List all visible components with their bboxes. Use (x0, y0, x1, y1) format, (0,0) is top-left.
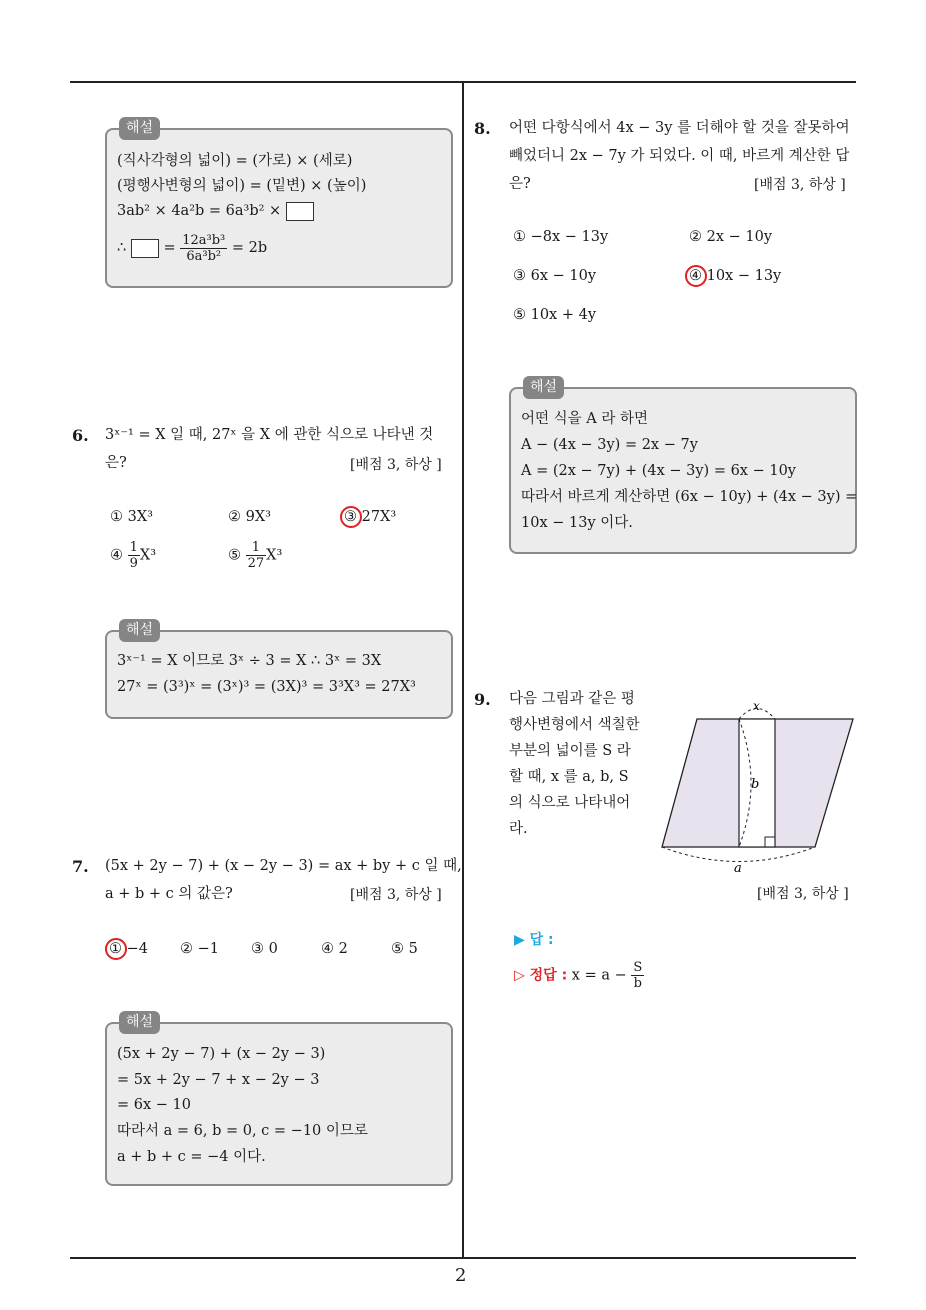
q6-number: 6. (72, 426, 89, 445)
q7-sol-line1: (5x + 2y − 7) + (x − 2y − 3) (117, 1046, 326, 1062)
q9-text-line2: 행사변형에서 색칠한 (509, 717, 640, 733)
q8-sol-line3: A = (2x − 7y) + (4x − 3y) = 6x − 10y (521, 463, 796, 479)
q5-sol-line2: (평행사변형의 넓이) = (밑변) × (높이) (117, 178, 367, 194)
q6-choice-2[interactable]: ② 9X³ (228, 509, 271, 525)
q6-sol-line1: 3ˣ⁻¹ = X 이므로 3ˣ ÷ 3 = X ∴ 3ˣ = 3X (117, 653, 382, 669)
q7-number: 7. (72, 857, 89, 876)
q7-sol-line4: 따라서 a = 6, b = 0, c = −10 이므로 (117, 1123, 368, 1139)
column-divider (462, 82, 464, 1258)
fig-label-b: b (751, 777, 760, 792)
parallelogram-figure (655, 696, 860, 876)
blank-box (286, 202, 314, 221)
fig-label-a: a (734, 861, 742, 876)
q8-choice-3[interactable]: ③ 6x − 10y (513, 268, 597, 284)
q7-choice-4[interactable]: ④ 2 (321, 941, 348, 957)
solution-tag: 해설 (119, 117, 160, 140)
q6-sol-line2: 27ˣ = (3³)ˣ = (3ˣ)³ = (3X)³ = 3³X³ = 27X³ (117, 679, 416, 695)
solution-tag: 해설 (523, 376, 564, 399)
q7-text-line1: (5x + 2y − 7) + (x − 2y − 3) = ax + by + c 일 때, (105, 858, 462, 874)
page-number: 2 (455, 1265, 467, 1286)
q8-text-line3: 은? (509, 176, 531, 192)
q9-score: [배점 3, 하상 ] (757, 886, 849, 902)
fraction: $\frac{1}{27}$ (247, 540, 265, 571)
solution-tag: 해설 (119, 619, 160, 642)
q6-text-line1: 3ˣ⁻¹ = X 일 때, 27ˣ 을 X 에 관한 식으로 나타낸 것 (105, 427, 434, 443)
q8-sol-line4: 따라서 바르게 계산하면 (6x − 10y) + (4x − 3y) = (521, 489, 858, 505)
fig-label-x: x (753, 699, 760, 713)
bottom-rule (70, 1257, 856, 1259)
q8-number: 8. (474, 119, 491, 138)
q5-sol-line4: ∴ = $\frac{\text{12a³b³}}{\text{6a³b²}}$ = 2b (117, 232, 268, 264)
q8-sol-line5: 10x − 13y 이다. (521, 515, 633, 531)
q7-text-line2: a + b + c 의 값은? (105, 886, 233, 902)
q7-sol-line2: = 5x + 2y − 7 + x − 2y − 3 (117, 1072, 320, 1088)
q8-choice-4[interactable]: ④ 10x − 13y (689, 268, 782, 284)
q7-choice-3[interactable]: ③ 0 (251, 941, 278, 957)
q7-sol-line5: a + b + c = −4 이다. (117, 1149, 266, 1165)
q8-text-line1: 어떤 다항식에서 4x − 3y 를 더해야 할 것을 잘못하여 (509, 120, 850, 136)
q7-choice-2[interactable]: ② −1 (180, 941, 219, 957)
q7-score: [배점 3, 하상 ] (350, 887, 442, 903)
fraction: $\frac{1}{9}$ (129, 540, 138, 571)
solution-tag: 해설 (119, 1011, 160, 1034)
q9-text-line5: 의 식으로 나타내어 (509, 795, 631, 811)
q8-text-line2: 빼었더니 2x − 7y 가 되었다. 이 때, 바르게 계산한 답 (509, 148, 850, 164)
q5-sol-line3: 3ab² × 4a²b = 6a³b² × (117, 201, 314, 221)
q8-choice-2[interactable]: ② 2x − 10y (689, 229, 773, 245)
fraction: $\frac{S}{b}$ (633, 960, 643, 991)
q5-sol-line1: (직사각형의 넓이) = (가로) × (세로) (117, 153, 353, 169)
q8-sol-line2: A − (4x − 3y) = 2x − 7y (521, 437, 698, 453)
correct-label: ▷ 정답 : (514, 967, 568, 984)
q9-text-line1: 다음 그림과 같은 평 (509, 691, 635, 707)
q7-choice-5[interactable]: ⑤ 5 (391, 941, 418, 957)
q6-text-line2: 은? (105, 455, 127, 471)
q8-sol-line1: 어떤 식을 A 라 하면 (521, 411, 648, 427)
answer-label: ▶ 답 : (514, 932, 554, 948)
q6-choice-4[interactable]: ④ $\frac{1}{9}$ X³ (110, 540, 157, 571)
q7-sol-line3: = 6x − 10 (117, 1097, 191, 1113)
q8-choice-5[interactable]: ⑤ 10x + 4y (513, 307, 597, 323)
q9-number: 9. (474, 690, 491, 709)
q9-text-line6: 라. (509, 821, 528, 837)
q9-text-line4: 할 때, x 를 a, b, S (509, 769, 629, 785)
correct-answer: ▷ 정답 : x = a − $\frac{S}{b}$ (514, 960, 643, 991)
q6-score: [배점 3, 하상 ] (350, 457, 442, 473)
q8-choice-1[interactable]: ① −8x − 13y (513, 229, 609, 245)
q6-choice-5[interactable]: ⑤ $\frac{1}{27}$ X³ (228, 540, 283, 571)
blank-box (131, 239, 159, 258)
q6-choice-1[interactable]: ① 3X³ (110, 509, 153, 525)
q9-text-line3: 부분의 넓이를 S 라 (509, 743, 631, 759)
q6-choice-3[interactable]: ③ 27X³ (344, 509, 397, 525)
fraction: $\frac{\text{12a³b³}}{\text{6a³b²}}$ (182, 232, 226, 264)
q8-score: [배점 3, 하상 ] (754, 177, 846, 193)
q6-solution-box (105, 630, 453, 719)
q7-choice-1[interactable]: ① −4 (109, 941, 148, 957)
